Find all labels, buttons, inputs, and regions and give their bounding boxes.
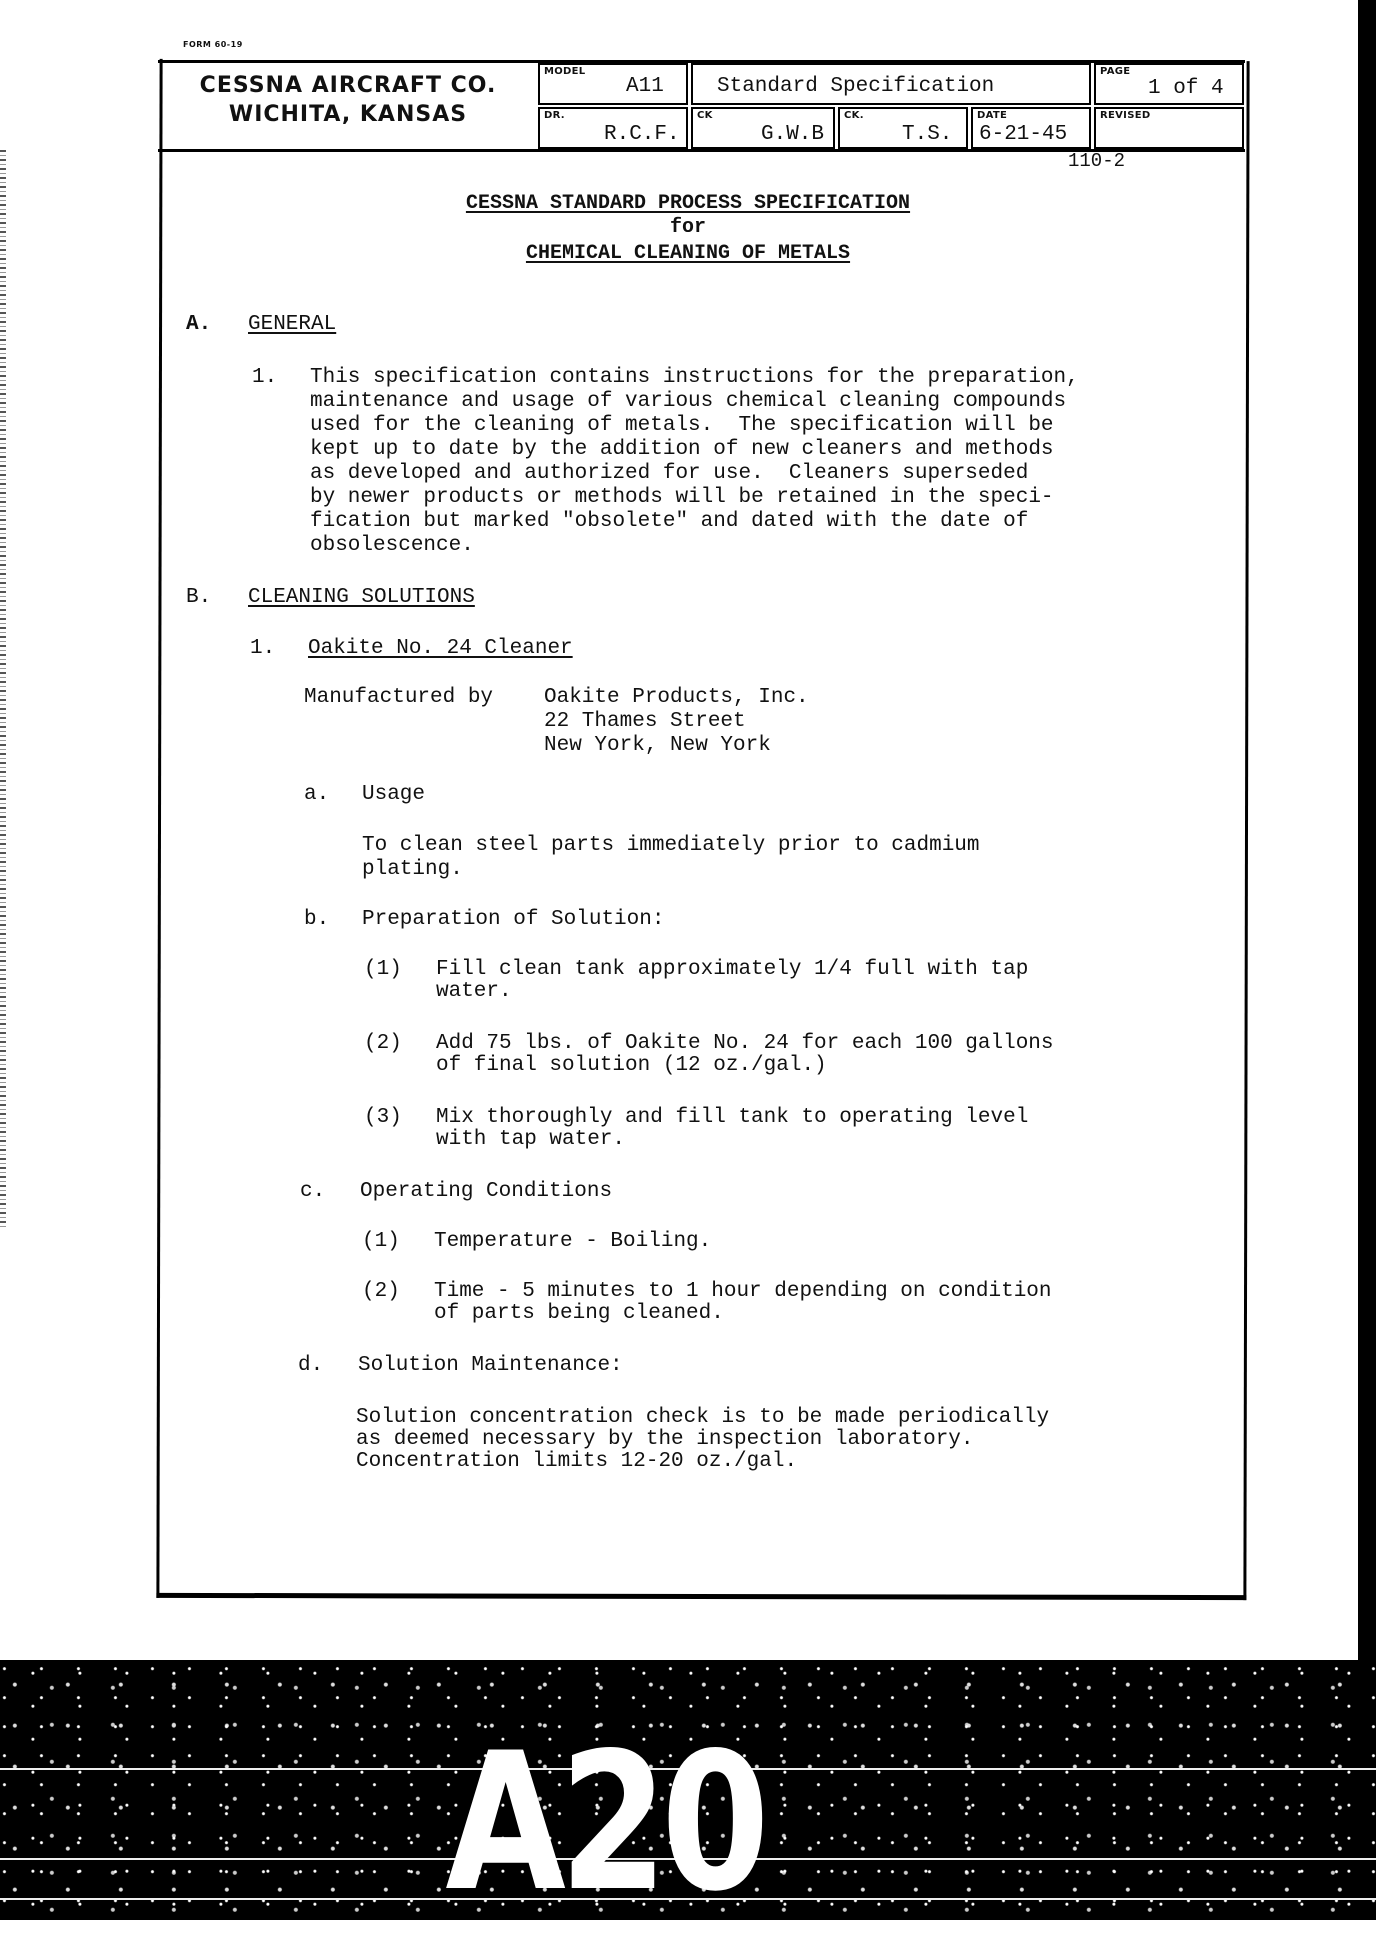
frame-label: A20	[445, 1712, 764, 1933]
subsection-a-title: Usage	[362, 783, 426, 806]
manufacturer-label: Manufactured by	[304, 686, 494, 709]
doc-type-cell	[691, 63, 1091, 105]
subsection-b-letter: b.	[304, 908, 330, 931]
prep-step-line: with tap water.	[436, 1128, 626, 1151]
spec-title	[0, 192, 1376, 215]
title-block	[158, 60, 1245, 152]
cleaner-name: Oakite No. 24 Cleaner	[308, 637, 573, 660]
scan-edge-artifact	[0, 150, 6, 1230]
prep-step-line: of final solution (12 oz./gal.)	[436, 1054, 827, 1077]
condition-line: Time - 5 minutes to 1 hour depending on condition	[434, 1280, 1052, 1303]
prep-step-line: water.	[436, 980, 512, 1003]
drawn-by-cell	[538, 107, 688, 149]
maintenance-text: Concentration limits 12-20 oz./gal.	[356, 1450, 798, 1473]
date-cell	[971, 107, 1091, 149]
revised-cell	[1094, 107, 1244, 149]
drawn-by-value: R.C.F.	[604, 123, 680, 146]
prep-step-number: (2)	[364, 1032, 402, 1055]
prep-step-number: (1)	[364, 958, 402, 981]
maintenance-text: Solution concentration check is to be made periodically	[356, 1406, 1050, 1429]
form-number: FORM 60-19	[183, 40, 243, 49]
section-a-title: GENERAL	[248, 313, 337, 336]
section-a-line: used for the cleaning of metals. The specification will be	[310, 414, 1054, 437]
revised-label: REVISED	[1100, 110, 1151, 121]
section-a-line: obsolescence.	[310, 534, 474, 557]
model-cell	[538, 63, 688, 105]
model-value: A11	[626, 75, 664, 98]
section-b-title: CLEANING SOLUTIONS	[248, 586, 475, 609]
spec-title-text: CESSNA STANDARD PROCESS SPECIFICATION	[465, 192, 911, 215]
subsection-c-letter: c.	[300, 1180, 326, 1203]
date-value: 6-21-45	[979, 123, 1068, 146]
page-label: PAGE	[1100, 66, 1131, 77]
page-value: 1 of 4	[1148, 77, 1224, 100]
manufacturer-city: New York, New York	[544, 734, 771, 757]
doc-type: Standard Specification	[717, 75, 995, 98]
drawn-by-label: DR.	[544, 110, 565, 121]
page-cell	[1094, 63, 1244, 105]
subsection-a-letter: a.	[304, 783, 330, 806]
prep-step-line: Fill clean tank approximately 1/4 full with tap	[436, 958, 1029, 981]
prep-step-number: (3)	[364, 1106, 402, 1129]
section-a-line: by newer products or methods will be retained in the speci-	[310, 486, 1054, 509]
condition-number: (2)	[362, 1280, 400, 1303]
section-b-letter: B.	[186, 586, 212, 609]
company-name: CESSNA AIRCRAFT CO.	[199, 73, 497, 98]
checked-by-cell-2	[838, 107, 968, 149]
checked-by-value-1: G.W.B	[761, 123, 825, 146]
company-block	[158, 63, 538, 149]
subsection-c-title: Operating Conditions	[360, 1180, 613, 1203]
model-label: MODEL	[544, 66, 586, 77]
manufacturer-street: 22 Thames Street	[544, 710, 746, 733]
condition-number: (1)	[362, 1230, 400, 1253]
manufacturer-name: Oakite Products, Inc.	[544, 686, 809, 709]
checked-by-label-2: CK.	[844, 110, 864, 121]
section-a-line: as developed and authorized for use. Cleaners superseded	[310, 462, 1029, 485]
document-code: 110-2	[1068, 150, 1126, 172]
maintenance-text: as deemed necessary by the inspection laboratory.	[356, 1428, 974, 1451]
cleaner-number: 1.	[250, 637, 276, 660]
prep-step-line: Add 75 lbs. of Oakite No. 24 for each 100 gallons	[436, 1032, 1054, 1055]
prep-step-line: Mix thoroughly and fill tank to operating level	[436, 1106, 1029, 1129]
section-a-line: This specification contains instructions for the preparation,	[310, 366, 1079, 389]
spec-title-connector: for	[669, 216, 706, 239]
checked-by-value-2: T.S.	[902, 123, 953, 146]
section-a-line: kept up to date by the addition of new cleaners and methods	[310, 438, 1054, 461]
subsection-b-title: Preparation of Solution:	[362, 908, 665, 931]
checked-by-cell-1	[691, 107, 835, 149]
section-a-line: fication but marked "obsolete" and dated with the date of	[310, 510, 1029, 533]
spec-subject	[0, 242, 1376, 265]
condition-line: of parts being cleaned.	[434, 1302, 724, 1325]
subsection-d-title: Solution Maintenance:	[358, 1354, 623, 1377]
usage-text: To clean steel parts immediately prior to cadmium	[362, 834, 980, 857]
spec-subject-text: CHEMICAL CLEANING OF METALS	[525, 242, 851, 265]
date-label: DATE	[977, 110, 1008, 121]
checked-by-label-1: CK	[697, 110, 713, 121]
usage-text: plating.	[362, 858, 463, 881]
section-a-item-number: 1.	[252, 366, 278, 389]
condition-line: Temperature - Boiling.	[434, 1230, 712, 1253]
section-a-letter: A.	[186, 313, 212, 336]
subsection-d-letter: d.	[298, 1354, 324, 1377]
section-a-line: maintenance and usage of various chemical cleaning compounds	[310, 390, 1067, 413]
company-location: WICHITA, KANSAS	[228, 102, 468, 127]
